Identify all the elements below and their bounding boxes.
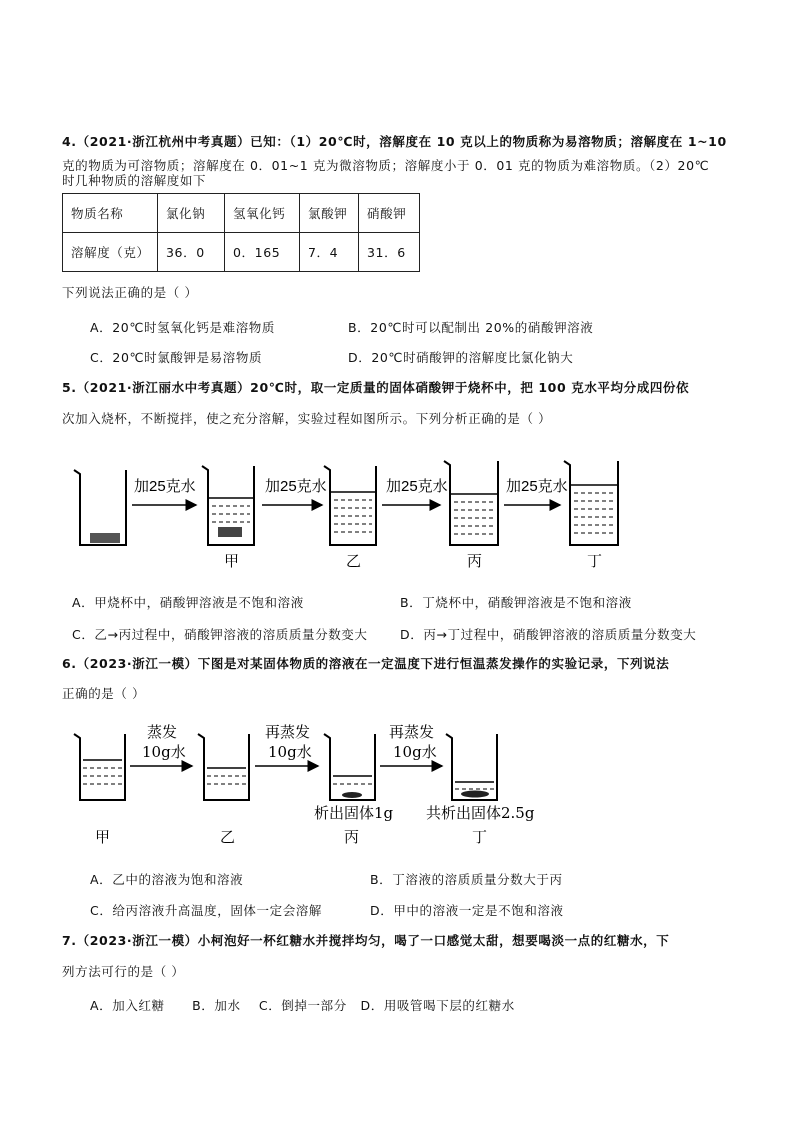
q7-options[interactable]: A．加入红糖 B．加水 C．倒掉一部分 D．用吸管喝下层的红糖水 xyxy=(90,998,515,1013)
table-header-cell: 氢氧化钙 xyxy=(225,194,300,233)
beaker-jia xyxy=(74,734,125,800)
q4-line2: 克的物质为可溶物质；溶解度在 0．01~1 克为微溶物质；溶解度小于 0．01 克的物质为难溶物质。（2）20℃ xyxy=(62,158,710,173)
note-precipitate-2-5g: 共析出固体2.5g xyxy=(426,804,535,822)
arrow-label-top: 再蒸发 xyxy=(265,723,311,741)
q5-option-d[interactable]: D．丙→丁过程中，硝酸钾溶液的溶质质量分数变大 xyxy=(400,627,697,642)
q6-option-b[interactable]: B．丁溶液的溶质质量分数大于丙 xyxy=(370,872,563,887)
table-header-cell: 物质名称 xyxy=(63,194,158,233)
q4-option-d[interactable]: D．20℃时硝酸钾的溶解度比氯化钠大 xyxy=(348,350,574,365)
q6-option-c[interactable]: C．给丙溶液升高温度，固体一定会溶解 xyxy=(90,903,323,918)
solution-dashes xyxy=(83,760,494,789)
beaker-label: 甲 xyxy=(95,829,111,846)
table-cell: 溶解度（克） xyxy=(63,233,158,272)
q5-option-b[interactable]: B．丁烧杯中，硝酸钾溶液是不饱和溶液 xyxy=(400,595,632,610)
arrow-label-bottom: 10g水 xyxy=(393,743,437,761)
arrow-label-bottom: 10g水 xyxy=(142,743,186,761)
note-precipitate-1g: 析出固体1g xyxy=(314,804,394,822)
beaker-label: 乙 xyxy=(220,829,236,846)
arrow-label: 加25克水 xyxy=(506,478,568,495)
q5-option-a[interactable]: A．甲烧杯中，硝酸钾溶液是不饱和溶液 xyxy=(72,595,304,610)
q4-option-a[interactable]: A．20℃时氢氧化钙是难溶物质 xyxy=(90,320,275,335)
beaker-label: 丙 xyxy=(467,553,483,570)
q7-line2: 列方法可行的是（ ） xyxy=(62,964,185,979)
q4-line3: 时几种物质的溶解度如下 xyxy=(62,173,207,188)
q5-line1: 5.（2021·浙江丽水中考真题）20℃时，取一定质量的固体硝酸钾于烧杯中，把 100 克水平均分成四份依 xyxy=(62,380,690,395)
arrow-label-bottom: 10g水 xyxy=(268,743,312,761)
table-cell: 31．6 xyxy=(359,233,420,272)
arrow-label-top: 蒸发 xyxy=(147,723,178,741)
beaker-bing xyxy=(324,734,375,800)
arrow-label: 加25克水 xyxy=(386,478,448,495)
q6-option-a[interactable]: A．乙中的溶液为饱和溶液 xyxy=(90,872,244,887)
q7-line1: 7.（2023·浙江一模）小柯泡好一杯红糖水并搅拌均匀，喝了一口感觉太甜，想要喝淡一点的红糖水，下 xyxy=(62,933,670,948)
beaker-label: 甲 xyxy=(224,553,240,570)
beaker-ding xyxy=(446,734,497,800)
q5-line2: 次加入烧杯，不断搅拌，使之充分溶解，实验过程如图所示。下列分析正确的是（ ） xyxy=(62,411,552,426)
arrow-label-top: 再蒸发 xyxy=(389,723,435,741)
table-header-cell: 硝酸钾 xyxy=(359,194,420,233)
beaker-label: 乙 xyxy=(346,553,362,570)
q4-line1: 4.（2021·浙江杭州中考真题）已知：（1）20℃时，溶解度在 10 克以上的物质称为易溶物质；溶解度在 1~10 xyxy=(62,134,727,149)
beaker-label: 丙 xyxy=(344,829,360,846)
table-cell: 36．0 xyxy=(158,233,225,272)
table-header-cell: 氯酸钾 xyxy=(300,194,359,233)
q6-option-d[interactable]: D．甲中的溶液一定是不饱和溶液 xyxy=(370,903,564,918)
q5-option-c[interactable]: C．乙→丙过程中，硝酸钾溶液的溶质质量分数变大 xyxy=(72,627,368,642)
table-header-cell: 氯化钠 xyxy=(158,194,225,233)
beaker-label: 丁 xyxy=(587,553,603,570)
precipitate xyxy=(342,791,489,799)
table-cell: 0．165 xyxy=(225,233,300,272)
arrow-label: 加25克水 xyxy=(134,478,196,495)
table-cell: 7．4 xyxy=(300,233,359,272)
beaker-label: 丁 xyxy=(472,829,488,846)
beaker-yi xyxy=(198,734,249,800)
q4-stem: 下列说法正确的是（ ） xyxy=(62,285,198,300)
q4-option-b[interactable]: B．20℃时可以配制出 20%的硝酸钾溶液 xyxy=(348,320,594,335)
q6-line2: 正确的是（ ） xyxy=(62,686,146,701)
q4-option-c[interactable]: C．20℃时氯酸钾是易溶物质 xyxy=(90,350,263,365)
q6-line1: 6.（2023·浙江一模）下图是对某固体物质的溶液在一定温度下进行恒温蒸发操作的实验记录，下列说法 xyxy=(62,656,670,671)
arrow-label: 加25克水 xyxy=(265,478,327,495)
